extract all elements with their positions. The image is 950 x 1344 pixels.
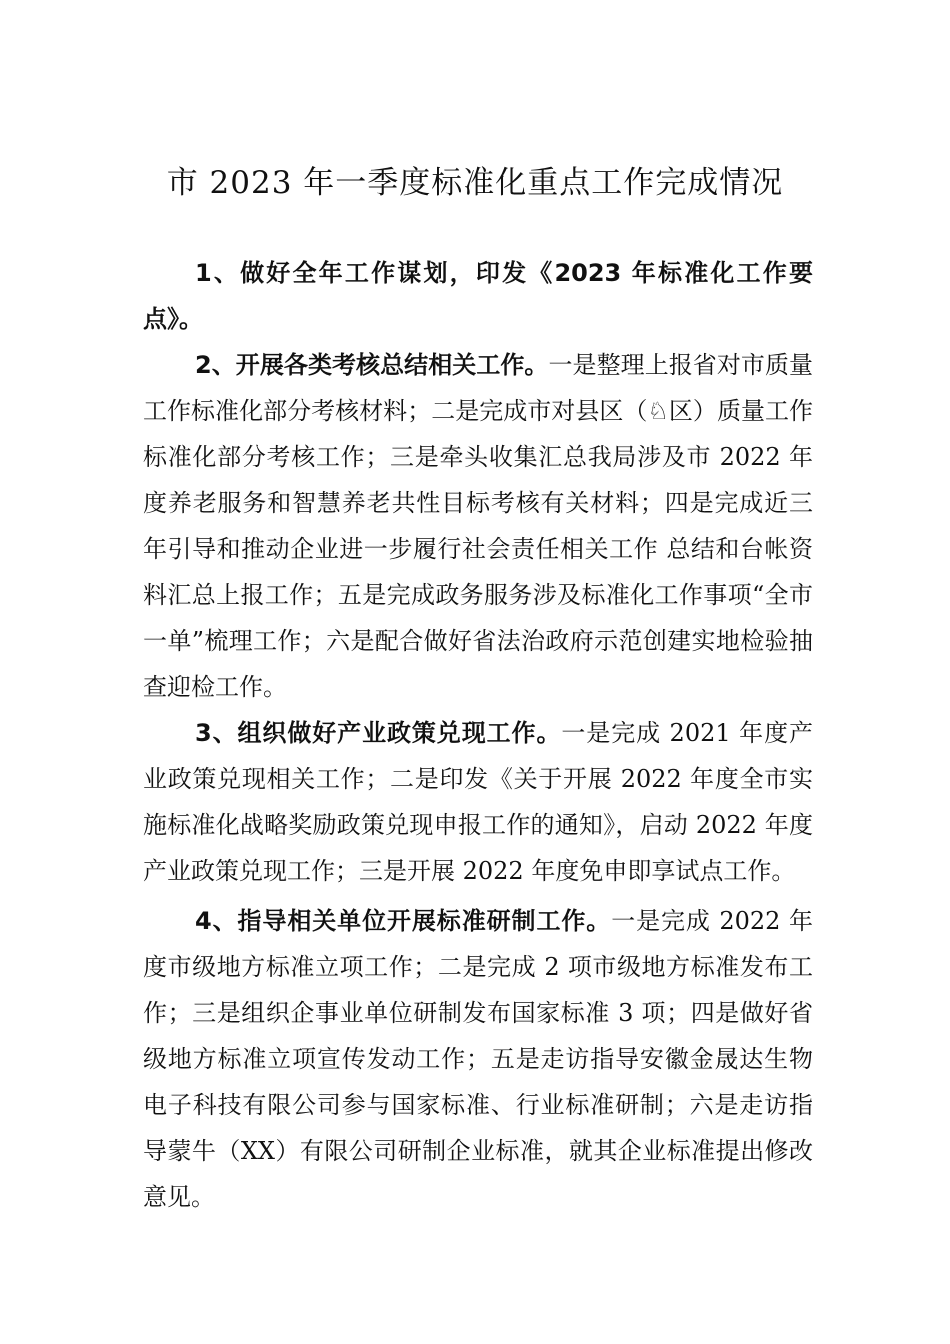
paragraph-3-heading: 3、组织做好产业政策兑现工作。 (195, 719, 562, 747)
paragraph-2 (143, 342, 813, 710)
paragraph-4-body: 一是完成 2022 年 度市级地方标准立项工作；二是完成 2 项市级地方标准发布工作；三是组织企事业单位研制发布国家标准 3 项；四是做好省级地方标准立项宣传发动工作；五是走访指导安徽金晟达生物电子科技有限公司参与国家标准、行业标准研制；六是走访指导蒙牛（XX）有限公司研制企业标准，就其企业标准提出修改意见。 (143, 907, 813, 1211)
paragraph-1-heading: 1、做好全年工作谋划，印发《2023 年标准化工作要点》。 (143, 259, 813, 333)
document-body (143, 250, 813, 1220)
document-title: 市 2023 年一季度标准化重点工作完成情况 (166, 165, 784, 201)
paragraph-3 (143, 710, 813, 894)
paragraph-3-body: 一是完成 2021 年度产业政策兑现相关工作；二是印发《关于开展 2022 年度全市实施标准化战略奖励政策兑现申报工作的通知》，启动 2022 年度产业政策兑现工作；三是开展 2022 年度免申即享试点工作。 (143, 719, 813, 885)
paragraph-2-heading: 2、开展各类考核总结相关工作。 (195, 351, 549, 379)
paragraph-4 (143, 898, 813, 1220)
paragraph-4-heading: 4、指导相关单位开展标准研制工作。 (195, 907, 612, 935)
paragraph-2-body: 一是整理上报省对市质量工作标准化部分考核材料；二是完成市对县区（♘区）质量工作标准化部分考核工作；三是牵头收集汇总我局涉及市 2022 年度养老服务和智慧养老共性目标考核有关材料；四是完成近三年引导和推动企业进一步履行社会责任相关工作 总结和台帐资料汇总上报工作；五是完成政务服务涉及标准化工作事项“全市一单”梳理工作；六是配合做好省法治政府示范创建实地检验抽查迎检工作。 (143, 351, 814, 701)
paragraph-1 (143, 250, 813, 342)
